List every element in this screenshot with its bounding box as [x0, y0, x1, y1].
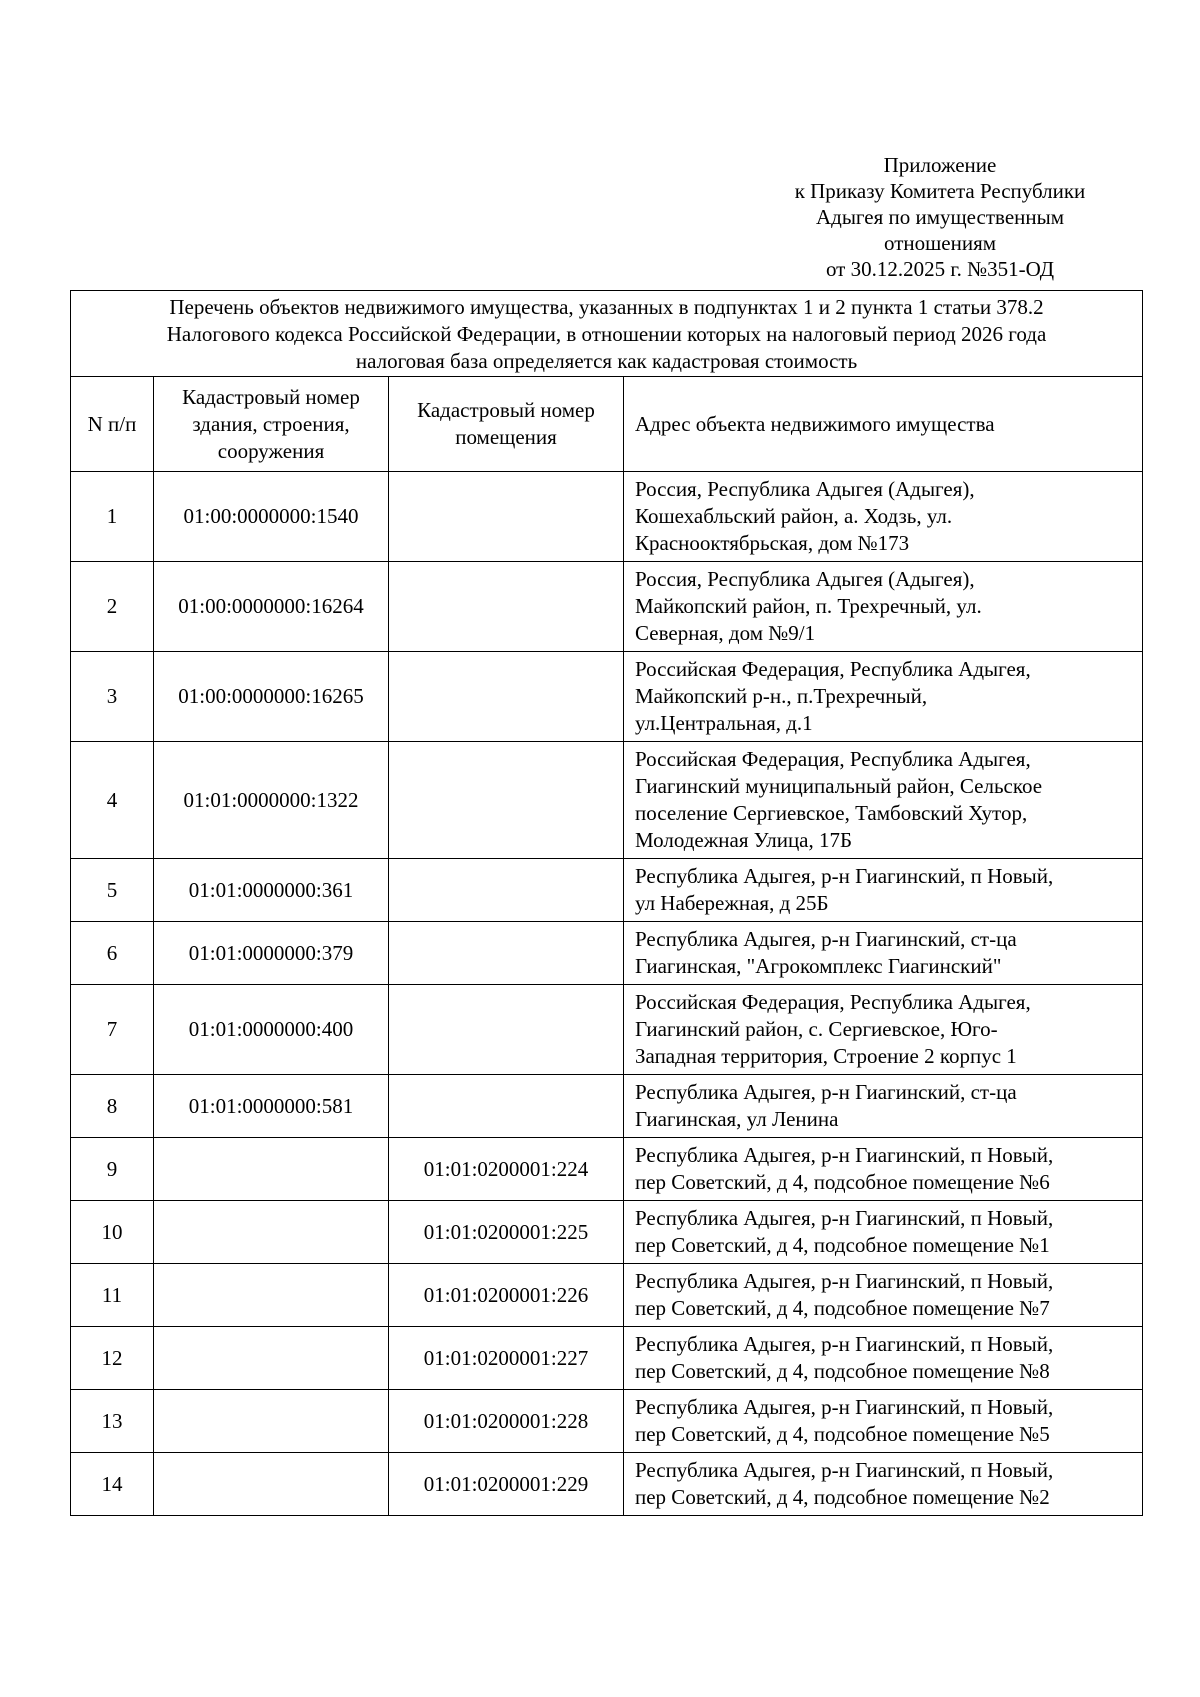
room-cadastral-number	[389, 652, 624, 742]
room-cadastral-number: 01:01:0200001:224	[389, 1138, 624, 1201]
building-cadastral-number: 01:00:0000000:16264	[154, 562, 389, 652]
property-address	[624, 1390, 1143, 1453]
table-row	[71, 859, 1143, 922]
order-date-number: от 30.12.2025 г. №351-ОД	[825, 257, 1055, 281]
address-line: Северная, дом №9/1	[635, 621, 816, 645]
room-cadastral-number: 01:01:0200001:228	[389, 1390, 624, 1453]
building-cadastral-number	[154, 1201, 389, 1264]
address-line: Молодежная Улица, 17Б	[635, 828, 853, 852]
table-row	[71, 1075, 1143, 1138]
address-line: Республика Адыгея, р-н Гиагинский, п Новый,	[635, 1395, 1054, 1419]
table-row	[71, 1390, 1143, 1453]
building-cadastral-number	[154, 1264, 389, 1327]
property-address	[624, 1075, 1143, 1138]
property-list-table	[70, 290, 1143, 1516]
address-line: пер Советский, д 4, подсобное помещение №7	[635, 1296, 1050, 1320]
column-header-num: N п/п	[71, 377, 154, 472]
address-line: ул Набережная, д 25Б	[635, 891, 829, 915]
building-cadastral-number	[154, 1390, 389, 1453]
property-address	[624, 1453, 1143, 1516]
address-line: Республика Адыгея, р-н Гиагинский, п Новый,	[635, 1143, 1054, 1167]
room-cadastral-number	[389, 985, 624, 1075]
room-cadastral-number	[389, 922, 624, 985]
building-cadastral-number: 01:00:0000000:1540	[154, 472, 389, 562]
building-cadastral-number	[154, 1327, 389, 1390]
table-title	[71, 291, 1143, 377]
room-cadastral-number	[389, 472, 624, 562]
column-header-room-cadastral	[389, 377, 624, 472]
address-line: Гиагинский район, с. Сергиевское, Юго-	[635, 1017, 998, 1041]
building-cadastral-number: 01:01:0000000:361	[154, 859, 389, 922]
property-address	[624, 652, 1143, 742]
table-row	[71, 1138, 1143, 1201]
table-title-line: Налогового кодекса Российской Федерации, в отношении которых на налоговый период 2026 года	[166, 322, 1047, 346]
address-line: Западная территория, Строение 2 корпус 1	[635, 1044, 1017, 1068]
address-line: Российская Федерация, Республика Адыгея,	[635, 990, 1031, 1014]
building-cadastral-number	[154, 1138, 389, 1201]
order-reference-line: Адыгея по имущественным	[815, 205, 1065, 229]
address-line: Гиагинская, "Агрокомплекс Гиагинский"	[635, 954, 1002, 978]
table-row	[71, 472, 1143, 562]
property-address	[624, 1327, 1143, 1390]
building-cadastral-number: 01:01:0000000:400	[154, 985, 389, 1075]
address-line: Россия, Республика Адыгея (Адыгея),	[635, 567, 975, 591]
table-row	[71, 742, 1143, 859]
address-line: поселение Сергиевское, Тамбовский Хутор,	[635, 801, 1028, 825]
table-row	[71, 1453, 1143, 1516]
row-number: 10	[71, 1201, 154, 1264]
table-title-line: налоговая база определяется как кадастровая стоимость	[355, 349, 858, 373]
property-address	[624, 1138, 1143, 1201]
table-row	[71, 922, 1143, 985]
column-header-building-cadastral	[154, 377, 389, 472]
table-row	[71, 1201, 1143, 1264]
address-line: Гиагинская, ул Ленина	[635, 1107, 839, 1131]
building-cadastral-number: 01:00:0000000:16265	[154, 652, 389, 742]
row-number: 5	[71, 859, 154, 922]
address-line: Республика Адыгея, р-н Гиагинский, п Новый,	[635, 1332, 1054, 1356]
address-line: Республика Адыгея, р-н Гиагинский, п Новый,	[635, 1458, 1054, 1482]
building-cadastral-number: 01:01:0000000:379	[154, 922, 389, 985]
address-line: Гиагинский муниципальный район, Сельское	[635, 774, 1043, 798]
table-row	[71, 562, 1143, 652]
address-line: Республика Адыгея, р-н Гиагинский, ст-ца	[635, 1080, 1017, 1104]
table-row	[71, 652, 1143, 742]
room-cadastral-number	[389, 859, 624, 922]
column-header-line: здания, строения,	[192, 411, 350, 436]
column-header-line: помещения	[455, 425, 557, 449]
address-line: ул.Центральная, д.1	[635, 711, 813, 735]
row-number: 2	[71, 562, 154, 652]
address-line: Республика Адыгея, р-н Гиагинский, п Новый,	[635, 1269, 1054, 1293]
address-line: Кошехабльский район, а. Ходзь, ул.	[635, 504, 953, 528]
building-cadastral-number: 01:01:0000000:1322	[154, 742, 389, 859]
address-line: пер Советский, д 4, подсобное помещение №2	[635, 1485, 1050, 1509]
property-address	[624, 742, 1143, 859]
order-reference-line: к Приказу Комитета Республики	[794, 179, 1086, 203]
address-line: Майкопский р-н., п.Трехречный,	[635, 684, 928, 708]
room-cadastral-number: 01:01:0200001:226	[389, 1264, 624, 1327]
property-address	[624, 1264, 1143, 1327]
row-number: 6	[71, 922, 154, 985]
address-line: Республика Адыгея, р-н Гиагинский, п Новый,	[635, 1206, 1054, 1230]
row-number: 14	[71, 1453, 154, 1516]
property-address	[624, 922, 1143, 985]
building-cadastral-number	[154, 1453, 389, 1516]
room-cadastral-number: 01:01:0200001:225	[389, 1201, 624, 1264]
property-address	[624, 1201, 1143, 1264]
building-cadastral-number: 01:01:0000000:581	[154, 1075, 389, 1138]
order-reference-line: отношениям	[883, 231, 997, 255]
address-line: пер Советский, д 4, подсобное помещение №8	[635, 1359, 1050, 1383]
room-cadastral-number	[389, 742, 624, 859]
table-title-line: Перечень объектов недвижимого имущества, указанных в подпунктах 1 и 2 пункта 1 статьи 378.2	[169, 295, 1044, 319]
row-number: 4	[71, 742, 154, 859]
row-number: 3	[71, 652, 154, 742]
column-header-line: Кадастровый номер	[417, 398, 595, 422]
room-cadastral-number	[389, 562, 624, 652]
address-line: пер Советский, д 4, подсобное помещение №6	[635, 1170, 1050, 1194]
row-number: 9	[71, 1138, 154, 1201]
address-line: Россия, Республика Адыгея (Адыгея),	[635, 477, 975, 501]
address-line: Республика Адыгея, р-н Гиагинский, п Новый,	[635, 864, 1054, 888]
address-line: пер Советский, д 4, подсобное помещение №1	[635, 1233, 1050, 1257]
column-header-address: Адрес объекта недвижимого имущества	[624, 377, 1143, 472]
table-row	[71, 985, 1143, 1075]
row-number: 12	[71, 1327, 154, 1390]
property-address	[624, 859, 1143, 922]
address-line: Краснооктябрьская, дом №173	[635, 531, 910, 555]
row-number: 13	[71, 1390, 154, 1453]
address-line: Республика Адыгея, р-н Гиагинский, ст-ца	[635, 927, 1017, 951]
address-line: Российская Федерация, Республика Адыгея,	[635, 657, 1031, 681]
column-header-line: Кадастровый номер	[182, 384, 360, 409]
room-cadastral-number: 01:01:0200001:229	[389, 1453, 624, 1516]
column-header-row	[71, 377, 1143, 472]
table-row	[71, 1264, 1143, 1327]
row-number: 1	[71, 472, 154, 562]
column-header-line: сооружения	[217, 438, 325, 463]
row-number: 11	[71, 1264, 154, 1327]
row-number: 7	[71, 985, 154, 1075]
row-number: 8	[71, 1075, 154, 1138]
property-address	[624, 472, 1143, 562]
address-line: пер Советский, д 4, подсобное помещение №5	[635, 1422, 1050, 1446]
room-cadastral-number: 01:01:0200001:227	[389, 1327, 624, 1390]
appendix-title: Приложение	[883, 153, 997, 177]
property-address	[624, 985, 1143, 1075]
table-row	[71, 1327, 1143, 1390]
appendix-header	[760, 152, 1120, 282]
address-line: Российская Федерация, Республика Адыгея,	[635, 747, 1031, 771]
property-address	[624, 562, 1143, 652]
address-line: Майкопский район, п. Трехречный, ул.	[635, 594, 982, 618]
table-title-row	[71, 291, 1143, 377]
room-cadastral-number	[389, 1075, 624, 1138]
